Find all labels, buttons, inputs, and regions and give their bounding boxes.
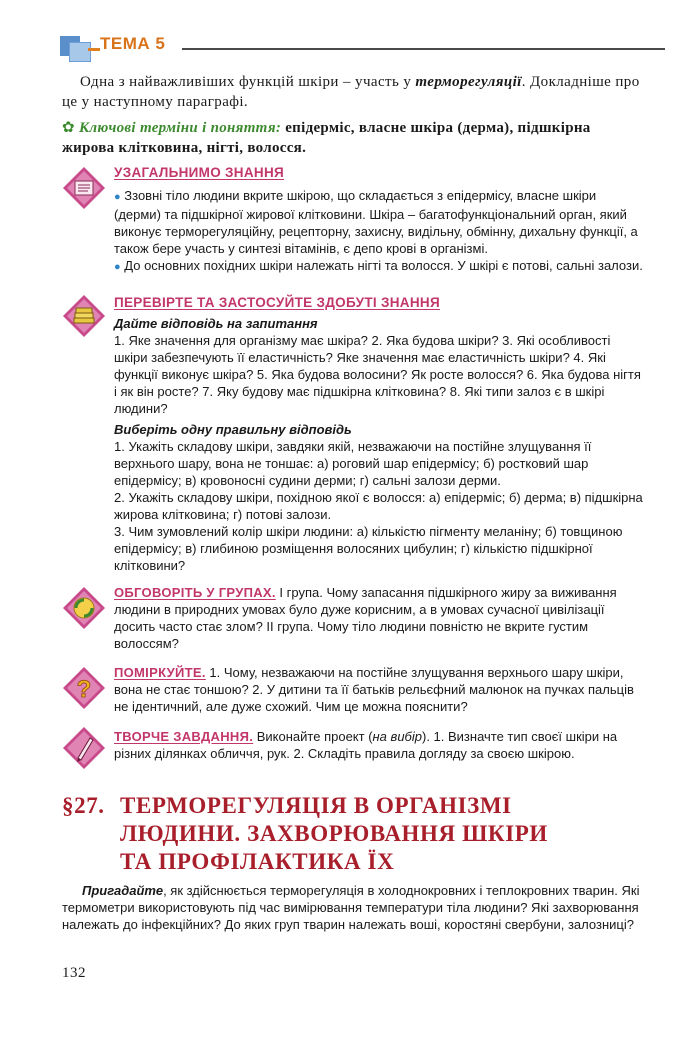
group-discussion-icon — [62, 586, 106, 630]
summary-bullet-2: До основних похідних шкіри належать нігті та волосся. У шкірі є потові, сальні залози. — [124, 258, 643, 273]
question-mark-icon — [62, 666, 106, 710]
check-questions: 1. Яке значення для організму має шкіра? 2. Яка будова шкіри? 3. Які особливості шкіри забезпечують її еластичність? Яке значення має еластичність шкіри? 4. Які функції виконує шкіра? 5. Яка будова волосини? Як росте волосся? 6. Яка будова нігтя і як він росте? 7. Яку будову має підшкірна клітковина? 8. Які типи залоз є в шкірі людини? — [114, 333, 641, 416]
page-number: 132 — [62, 965, 86, 981]
section-title-line-1: ТЕРМОРЕГУЛЯЦІЯ В ОРГАНІЗМІ — [120, 793, 512, 818]
check-block — [62, 294, 652, 576]
summary-bullet-1: Ззовні тіло людини вкрите шкірою, що складається з епідермісу, власне шкіри (дерми) та підшкірної жирової клітковини. Шкіра – багатофункціональний орган, який виконує терморегуляційну, рецепторну, захисну, видільну, обмінну, дихальну функції, а також бере участь у синтезі вітамінів, є депо крові в організмі. — [114, 188, 638, 256]
creative-text-b: ). 1. Визначте тип своєї шкіри на різних ділянках обличчя, рук. 2. Складіть правила догляду за своєю шкірою. — [114, 729, 618, 761]
discuss-heading: ОБГОВОРІТЬ У ГРУПАХ. — [114, 585, 276, 600]
section-title-line-3: ТА ПРОФІЛАКТИКА ЇХ — [120, 849, 395, 874]
think-block — [62, 662, 652, 722]
topic-label: ТЕМА 5 — [100, 34, 166, 53]
check-choice-3: 3. Чим зумовлений колір шкіри людини: а) кількістю пігменту меланіну; б) товщиною епідермісу; в) глибиною розміщення волосяних цибулин; г) кількістю підшкірної клітковини? — [114, 524, 623, 573]
pencil-icon — [62, 726, 106, 770]
think-heading: ПОМІРКУЙТЕ. — [114, 665, 206, 680]
intro-text-end: . Докладніше про це у наступному параграфі. — [62, 74, 640, 110]
check-choice-2: 2. Укажіть складову шкіри, похідною якої є волосся: а) епідерміс; б) дерма; в) підшкірна жирова клітковина; г) потові залози. — [114, 490, 643, 522]
discuss-text: І група. Чому запасання підшкірного жиру за виживання людини в природних умовах було дуже корисним, а в умовах сучасної цивілізації досить часто стає злом? ІІ група. Чому тіло людини повністю не вкрите густим волоссям? — [114, 585, 617, 651]
check-heading: ПЕРЕВІРТЕ ТА ЗАСТОСУЙТЕ ЗДОБУТІ ЗНАННЯ — [114, 295, 440, 310]
bullet-icon: ● — [114, 261, 121, 273]
think-text: 1. Чому, незважаючи на постійне злущування верхнього шару шкіри, вона не стає тоншою? 2. У дитини та її батьків рельєфний малюнок на пучках пальців не ідентичний, але дуже схожий. Чим це можна пояснити? — [114, 665, 634, 714]
creative-choice: на вибір — [372, 729, 422, 744]
summary-block — [62, 162, 652, 290]
recall-text: , як здійснюється терморегуляція в холоднокровних і теплокровних тварин. Які термометри використовують під час вимірювання температури тіла людини? Які захворювання належать до інфекційних? До яких груп тварин належать воші, коростяні свербуни, залозниці? — [62, 883, 640, 932]
recall-label: Пригадайте — [82, 883, 164, 898]
section-title — [62, 792, 622, 876]
key-terms — [62, 118, 644, 158]
key-terms-list: епідерміс, власне шкіра (дерма), підшкірна жирова клітковина, нігті, волосся. — [62, 120, 591, 156]
creative-block — [62, 726, 652, 776]
clover-icon: ✿ — [62, 120, 75, 136]
intro-emphasis: терморегуляції — [415, 74, 522, 90]
header-rule — [182, 48, 665, 50]
intro-paragraph — [62, 72, 644, 112]
topic-accent-rule — [88, 48, 100, 51]
svg-text:?: ? — [76, 676, 92, 703]
section-number: §27. — [62, 793, 105, 818]
bullet-icon: ● — [114, 191, 121, 203]
key-terms-label: Ключові терміни і поняття: — [78, 120, 282, 136]
check-subheading-questions: Дайте відповідь на запитання — [114, 316, 318, 331]
check-choice-1: 1. Укажіть складову шкіри, завдяки якій, незважаючи на постійне злущування її верхнього шару, вона не тоншає: а) роговий шар епідермісу; б) ростковий шар епідермісу; в) кровоносні судини дерми; г) сальні залози дерми. — [114, 439, 592, 488]
intro-text: Одна з найважливіших функцій шкіри – участь у — [80, 74, 416, 90]
topic-header — [60, 30, 665, 60]
check-subheading-choice: Виберіть одну правильну відповідь — [114, 422, 352, 437]
books-icon — [62, 294, 106, 338]
creative-heading: ТВОРЧЕ ЗАВДАННЯ. — [114, 729, 254, 744]
discuss-block — [62, 582, 652, 654]
topic-square-overlay — [69, 42, 91, 62]
creative-text-a: Виконайте проект ( — [253, 729, 373, 744]
recall-paragraph — [62, 882, 647, 933]
summary-heading: УЗАГАЛЬНИМО ЗНАННЯ — [114, 165, 285, 180]
summary-icon — [62, 166, 106, 210]
section-title-line-2: ЛЮДИНИ. ЗАХВОРЮВАННЯ ШКІРИ — [120, 821, 548, 846]
